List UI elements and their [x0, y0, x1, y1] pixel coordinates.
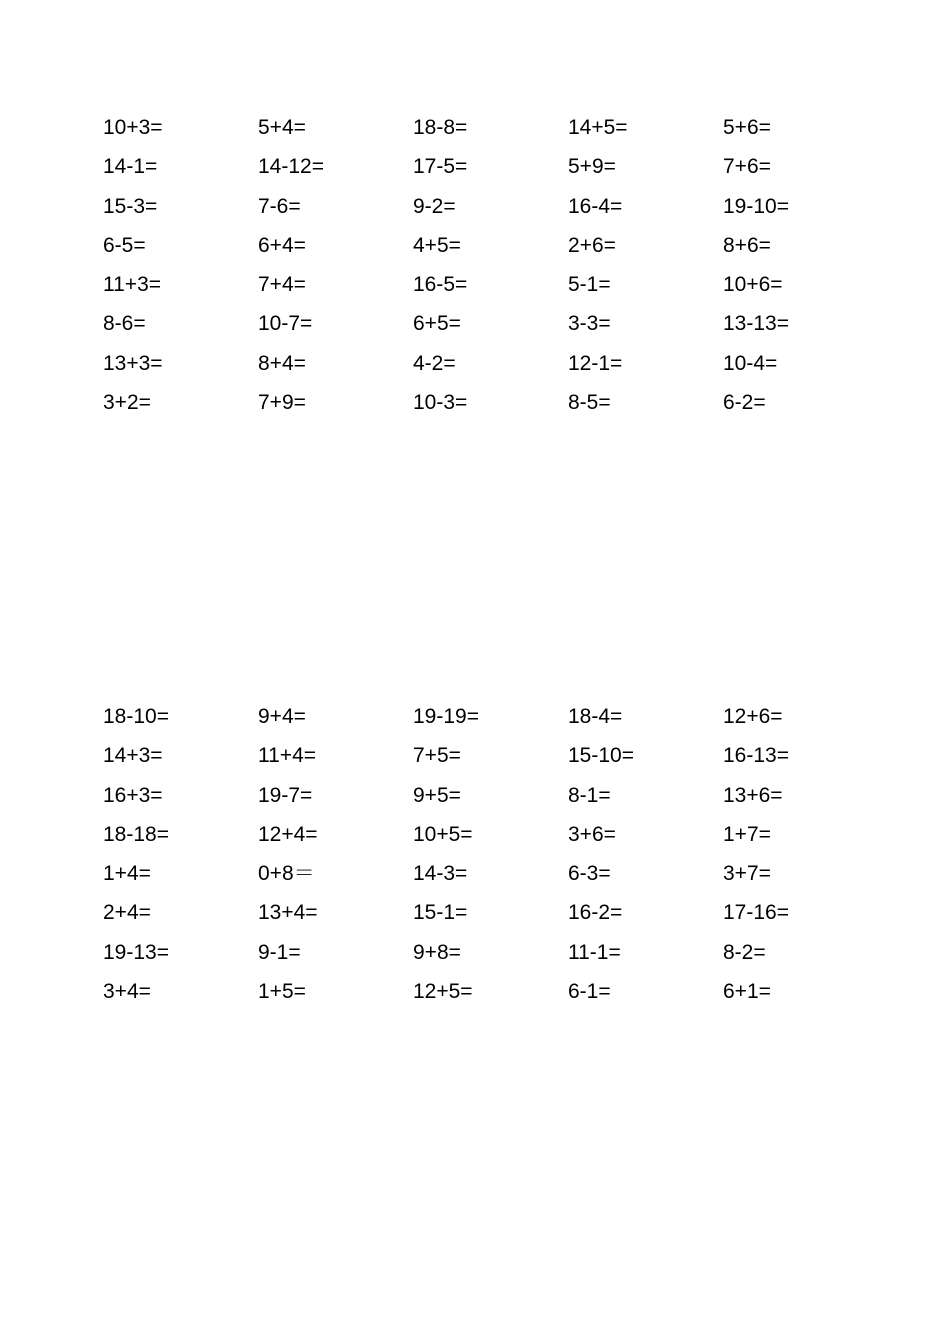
- math-problem: 9+5=: [413, 783, 461, 807]
- math-problem: 9-1=: [258, 940, 301, 964]
- math-problem: 10+6=: [723, 273, 783, 297]
- problem-row: [103, 153, 883, 192]
- math-problem: 16+3=: [103, 783, 163, 807]
- math-problem: 13+3=: [103, 351, 163, 375]
- math-problem: 8-5=: [568, 391, 611, 415]
- math-problem: 10+5=: [413, 822, 473, 846]
- math-problem: 3+7=: [723, 862, 771, 886]
- math-problem: 7+6=: [723, 155, 771, 179]
- math-problem: 0+8＝: [258, 862, 315, 886]
- math-problem: 15-1=: [413, 901, 468, 925]
- problem-row: [103, 114, 883, 153]
- problem-row: [103, 978, 883, 1017]
- problem-row: [103, 742, 883, 781]
- math-problem: 19-7=: [258, 783, 313, 807]
- math-problem: 12-1=: [568, 351, 623, 375]
- math-problem: 14+3=: [103, 744, 163, 768]
- math-problem: 19-10=: [723, 194, 789, 218]
- math-problem: 4-2=: [413, 351, 456, 375]
- math-problem: 12+5=: [413, 980, 473, 1004]
- math-problem: 10+3=: [103, 116, 163, 139]
- math-problem: 18-8=: [413, 116, 468, 139]
- problem-row: [103, 310, 883, 349]
- math-problem: 11+4=: [258, 744, 317, 768]
- math-problem: 14-3=: [413, 862, 468, 886]
- math-problem: 14+5=: [568, 116, 628, 139]
- math-problem: 16-13=: [723, 744, 789, 768]
- math-problem: 13-13=: [723, 312, 789, 336]
- math-problem: 4+5=: [413, 233, 461, 257]
- math-problem: 5+6=: [723, 116, 771, 139]
- math-problem: 3+4=: [103, 980, 151, 1004]
- math-problem: 3-3=: [568, 312, 611, 336]
- math-problem: 8+6=: [723, 233, 771, 257]
- math-problem: 7-6=: [258, 194, 301, 218]
- math-problem: 6-2=: [723, 391, 766, 415]
- math-problem: 19-19=: [413, 705, 479, 728]
- math-problem: 18-10=: [103, 705, 169, 728]
- math-problem: 15-10=: [568, 744, 634, 768]
- math-problem: 2+4=: [103, 901, 151, 925]
- math-problem: 11-1=: [568, 940, 621, 964]
- math-problem: 13+6=: [723, 783, 783, 807]
- worksheet-1: [103, 114, 883, 428]
- problem-row: [103, 271, 883, 310]
- math-problem: 19-13=: [103, 940, 169, 964]
- problem-row: [103, 821, 883, 860]
- math-problem: 18-4=: [568, 705, 623, 728]
- problem-row: [103, 860, 883, 899]
- math-problem: 13+4=: [258, 901, 318, 925]
- problem-row: [103, 939, 883, 978]
- math-problem: 16-5=: [413, 273, 468, 297]
- problem-row: [103, 703, 883, 742]
- math-problem: 5+4=: [258, 116, 306, 139]
- math-problem: 5-1=: [568, 273, 611, 297]
- math-problem: 2+6=: [568, 233, 616, 257]
- math-problem: 8-2=: [723, 940, 766, 964]
- math-problem: 6+5=: [413, 312, 461, 336]
- math-problem: 9+8=: [413, 940, 461, 964]
- math-problem: 10-4=: [723, 351, 778, 375]
- problem-row: [103, 899, 883, 938]
- math-problem: 1+4=: [103, 862, 151, 886]
- math-problem: 7+5=: [413, 744, 461, 768]
- math-problem: 17-16=: [723, 901, 789, 925]
- math-problem: 17-5=: [413, 155, 468, 179]
- math-problem: 7+4=: [258, 273, 306, 297]
- math-problem: 3+6=: [568, 822, 616, 846]
- problem-row: [103, 389, 883, 428]
- math-problem: 10-3=: [413, 391, 468, 415]
- problem-row: [103, 193, 883, 232]
- math-problem: 6+1=: [723, 980, 771, 1004]
- math-problem: 8+4=: [258, 351, 306, 375]
- math-problem: 5+9=: [568, 155, 616, 179]
- math-problem: 1+7=: [723, 822, 771, 846]
- math-problem: 6-5=: [103, 233, 146, 257]
- math-problem: 10-7=: [258, 312, 313, 336]
- math-problem: 14-12=: [258, 155, 324, 179]
- problem-row: [103, 782, 883, 821]
- math-problem: 12+6=: [723, 705, 783, 728]
- math-problem: 9+4=: [258, 705, 306, 728]
- math-problem: 16-4=: [568, 194, 623, 218]
- worksheet-2: [103, 703, 883, 1017]
- math-problem: 18-18=: [103, 822, 169, 846]
- math-problem: 7+9=: [258, 391, 306, 415]
- math-problem: 3+2=: [103, 391, 151, 415]
- math-problem: 6-3=: [568, 862, 611, 886]
- math-problem: 11+3=: [103, 273, 162, 297]
- math-problem: 16-2=: [568, 901, 623, 925]
- math-problem: 6-1=: [568, 980, 611, 1004]
- math-problem: 6+4=: [258, 233, 306, 257]
- math-problem: 15-3=: [103, 194, 158, 218]
- problem-row: [103, 350, 883, 389]
- math-problem: 8-1=: [568, 783, 611, 807]
- math-problem: 12+4=: [258, 822, 318, 846]
- math-problem: 1+5=: [258, 980, 306, 1004]
- math-problem: 8-6=: [103, 312, 146, 336]
- problem-row: [103, 232, 883, 271]
- math-problem: 9-2=: [413, 194, 456, 218]
- math-problem: 14-1=: [103, 155, 158, 179]
